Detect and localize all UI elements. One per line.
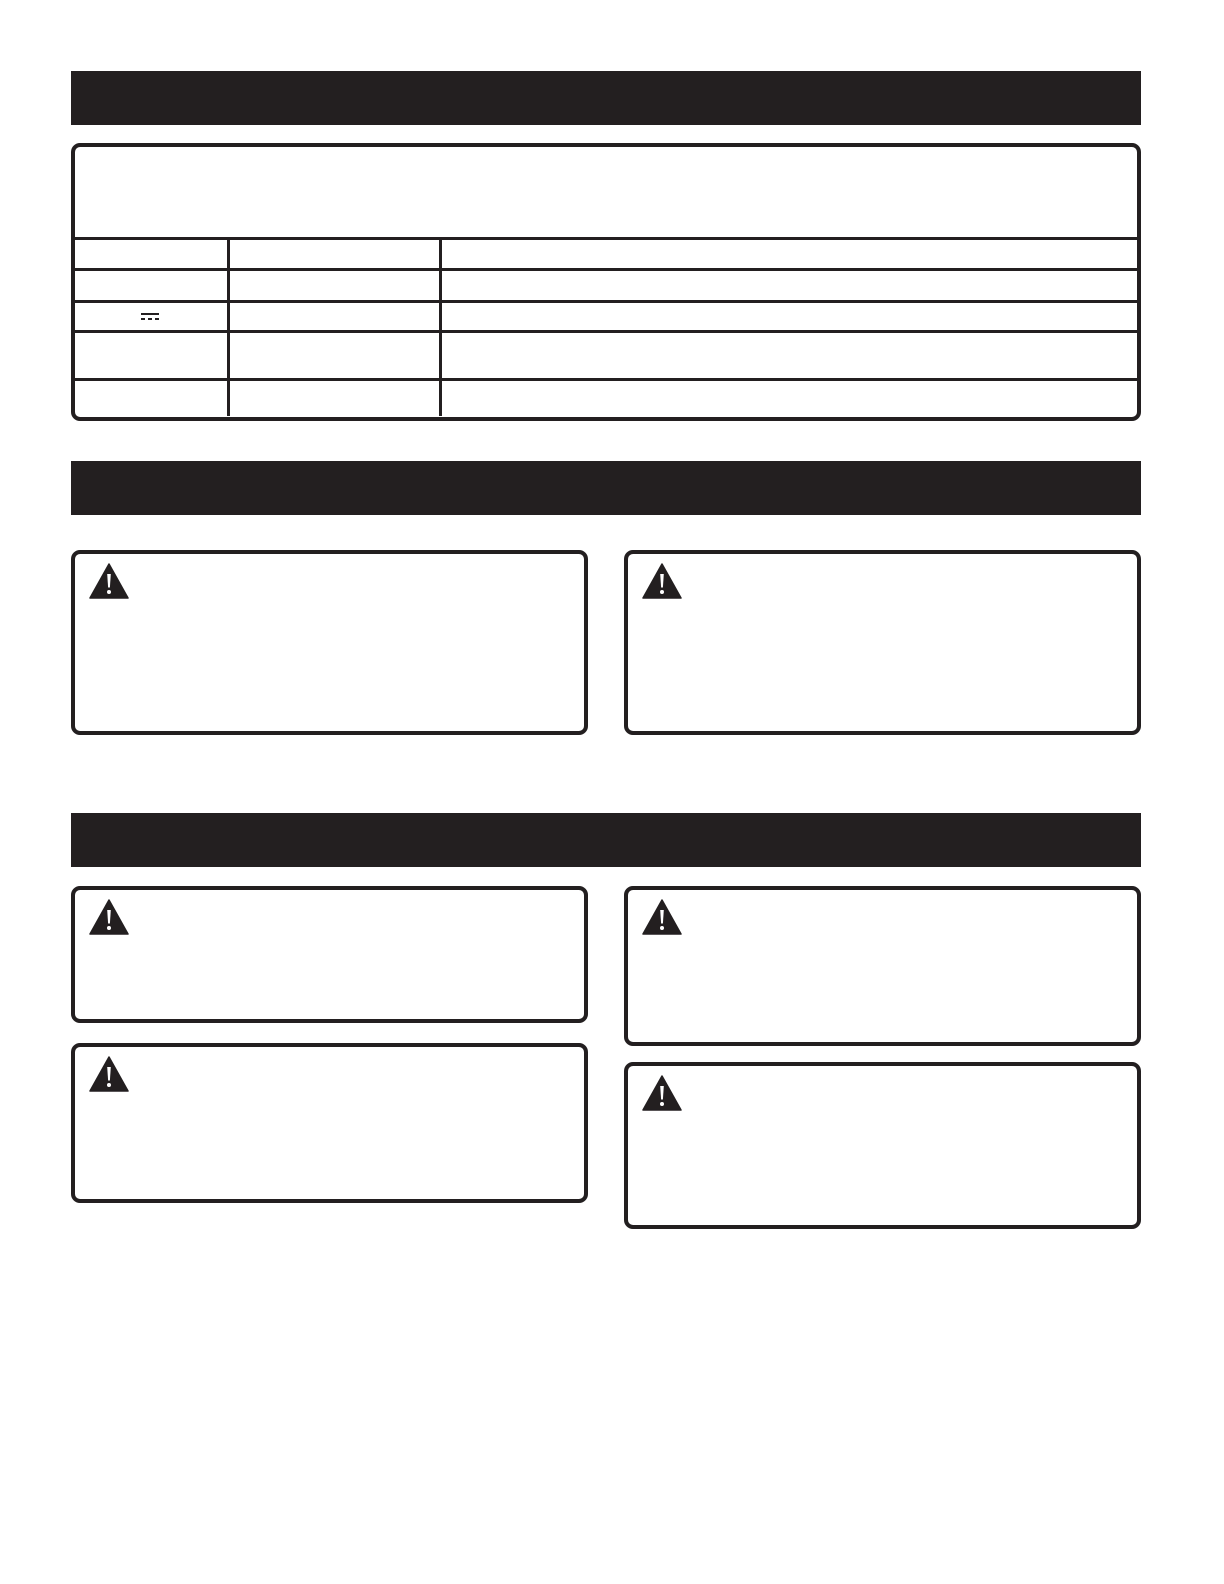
warning-triangle-icon: [642, 1075, 682, 1111]
symbol-cell: [75, 270, 228, 302]
symbols-intro: [75, 147, 1137, 237]
warning-box: [71, 886, 588, 1023]
warning-triangle-icon: [89, 899, 129, 935]
symbol-cell: [75, 332, 228, 380]
designation-cell: [440, 270, 1137, 302]
table-row: [75, 380, 1137, 417]
designation-cell: [440, 380, 1137, 417]
table-row: [75, 302, 1137, 332]
warning-triangle-icon: [89, 1056, 129, 1092]
symbols-table: [75, 237, 1137, 416]
designation-cell: [440, 239, 1137, 270]
warning-box: [624, 550, 1141, 735]
name-cell: [228, 380, 440, 417]
warning-triangle-icon: [642, 899, 682, 935]
section-header-1: [71, 71, 1141, 125]
warning-triangle-icon: [89, 563, 129, 599]
warning-box: [71, 1043, 588, 1203]
symbol-cell: [75, 302, 228, 332]
direct-current-icon: [141, 313, 159, 321]
symbols-table-box: [71, 143, 1141, 421]
name-cell: [228, 270, 440, 302]
section-header-3: [71, 813, 1141, 867]
name-cell: [228, 332, 440, 380]
table-row: [75, 332, 1137, 380]
symbol-cell: [75, 380, 228, 417]
designation-cell: [440, 302, 1137, 332]
warning-box: [624, 1062, 1141, 1229]
name-cell: [228, 302, 440, 332]
name-cell: [228, 239, 440, 270]
symbol-cell: [75, 239, 228, 270]
warning-box: [71, 550, 588, 735]
warning-box: [624, 886, 1141, 1046]
table-row: [75, 239, 1137, 270]
table-row: [75, 270, 1137, 302]
section-header-2: [71, 461, 1141, 515]
designation-cell: [440, 332, 1137, 380]
warning-triangle-icon: [642, 563, 682, 599]
